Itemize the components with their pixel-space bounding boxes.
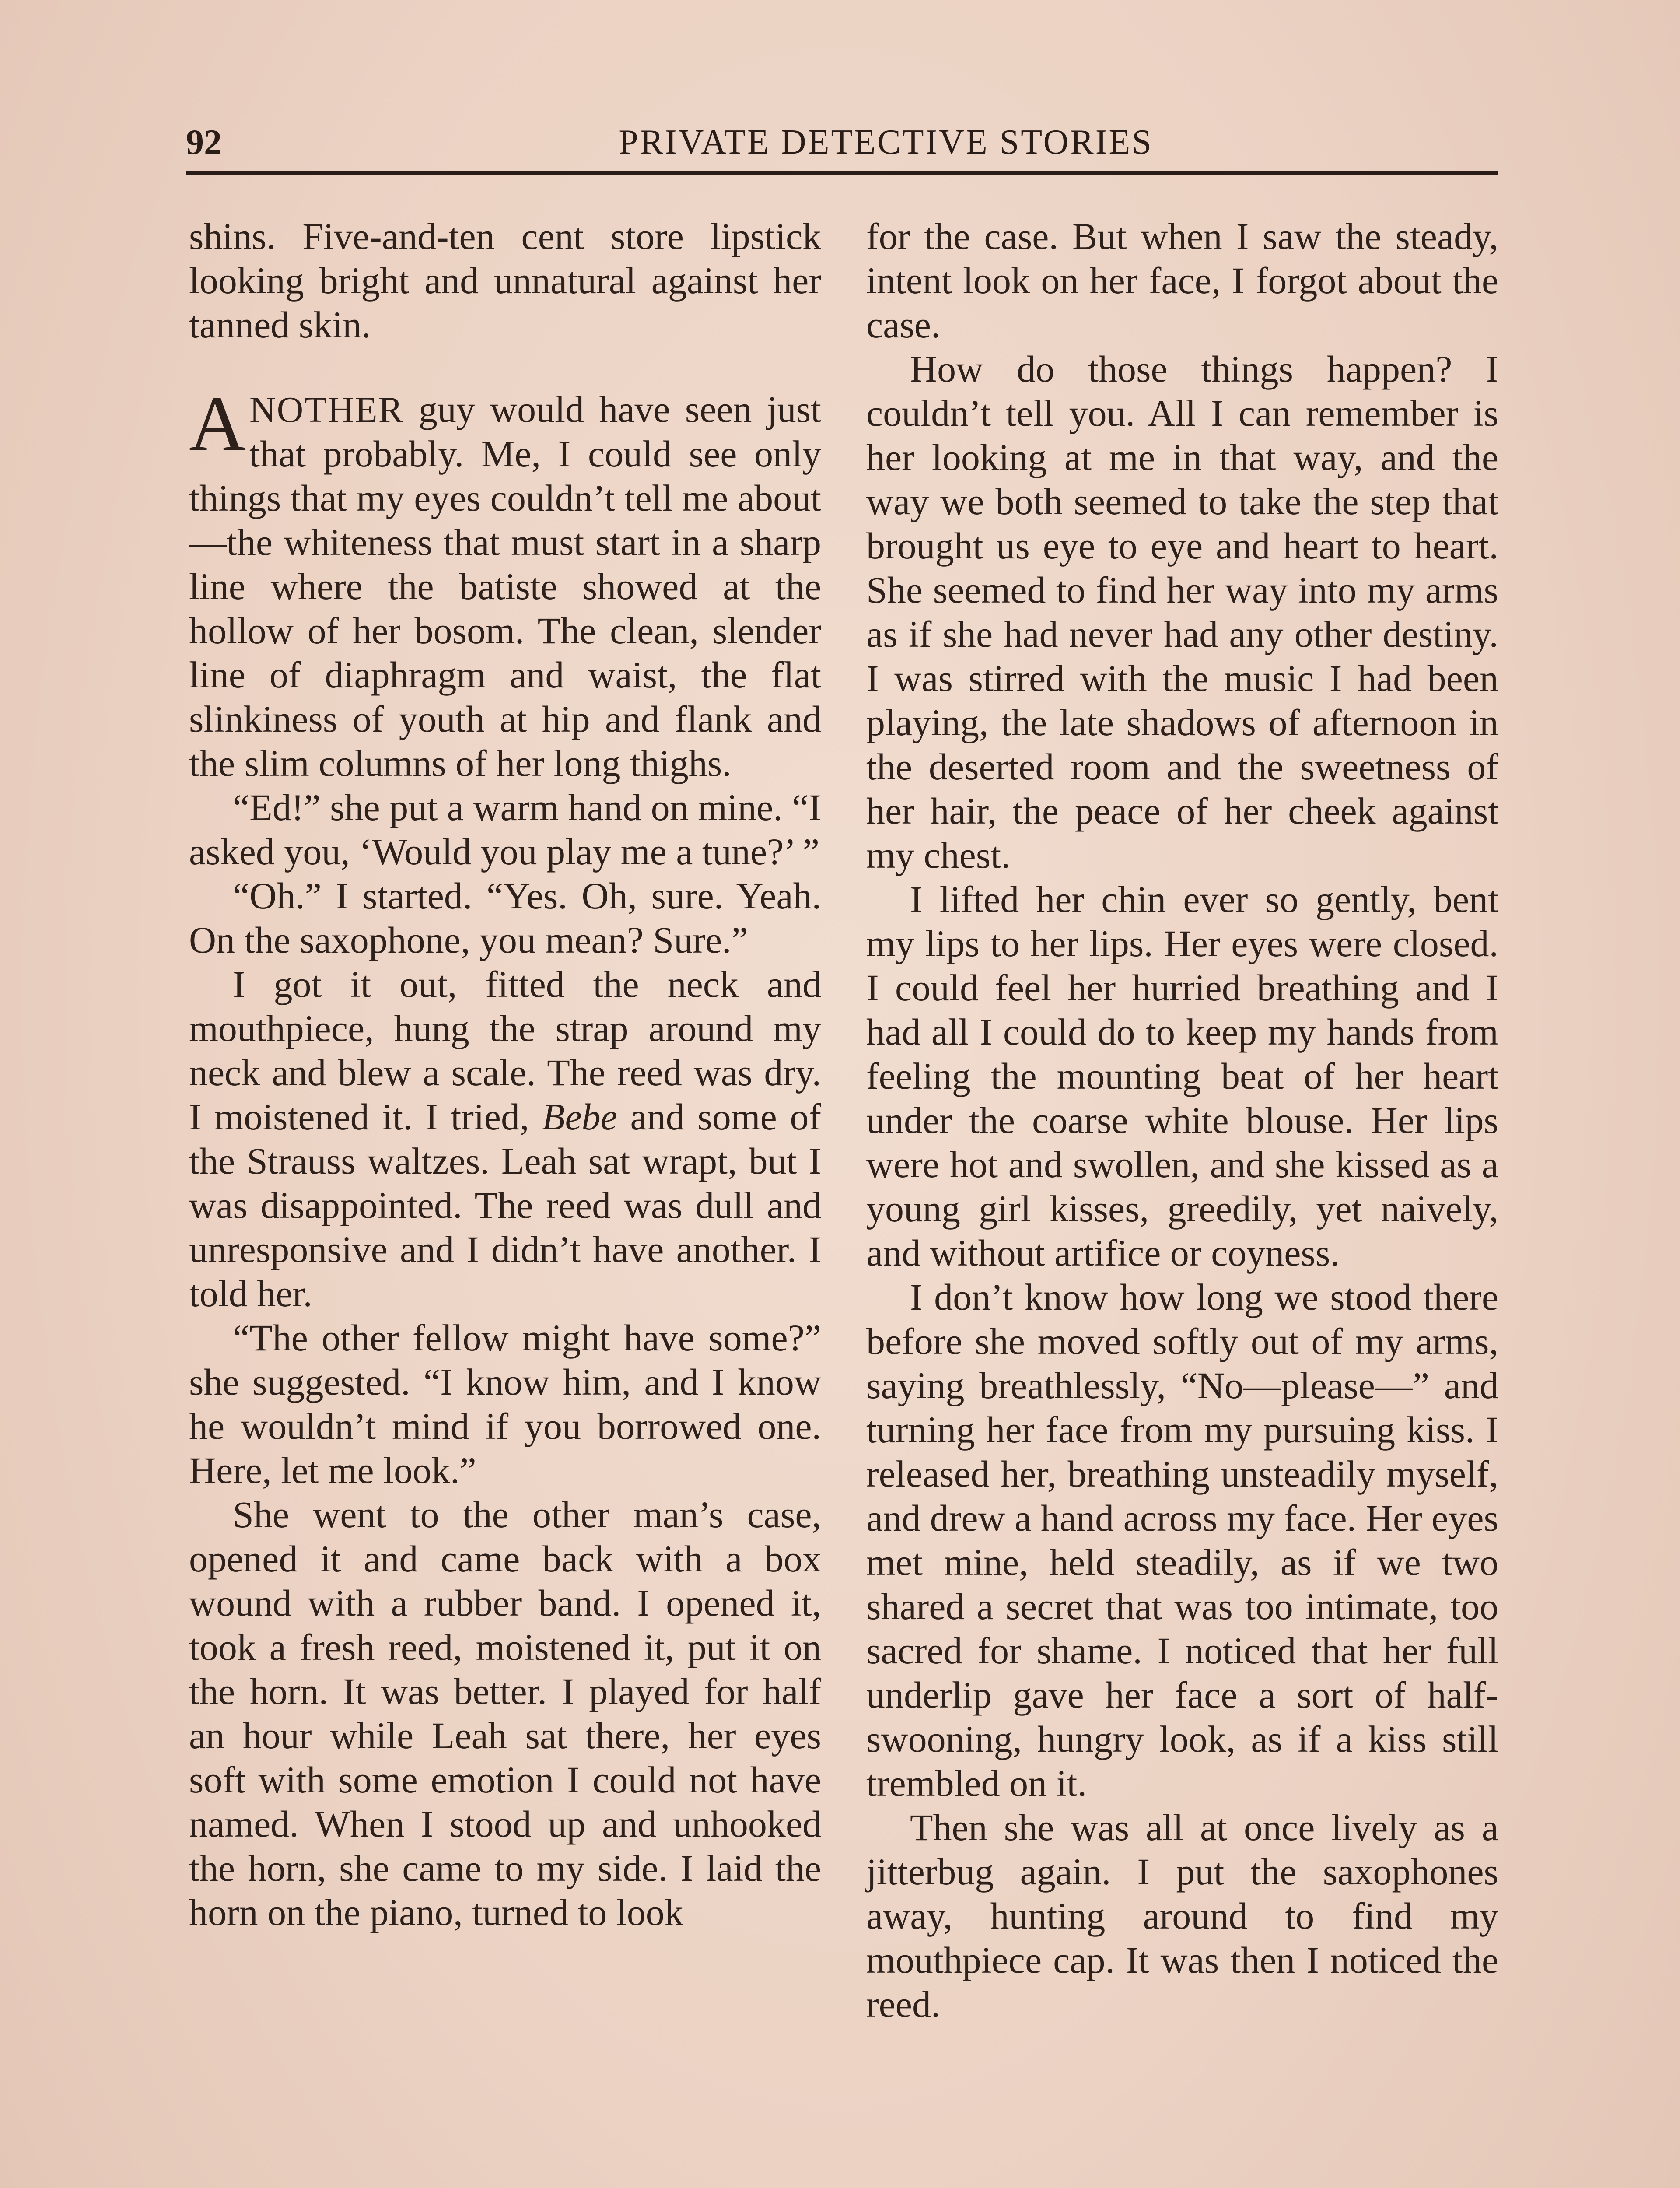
- paragraph: She went to the other man’s case, opened it and came back with a box wound with a rubber band. I opened it, took a fresh reed, moistened it, put it on the horn. It was better. I played for half an hour while Leah sat there, her eyes soft with some emotion I could not have named. When I stood up and unhooked the horn, she came to my side. I laid the horn on the piano, turned to look: [189, 1494, 821, 1933]
- paragraph: shins. Five-and-ten cent store lipstick looking bright and unnatural against her tanned skin.: [189, 215, 821, 346]
- left-column: [189, 214, 821, 1935]
- small-caps-lead: NOTHER: [249, 389, 404, 430]
- running-title: PRIVATE DETECTIVE STORIES: [619, 123, 1153, 161]
- paragraph: Then she was all at once lively as a jitterbug again. I put the saxophones away, hunting around to find my mouthpiece cap. It was then I noticed the reed.: [866, 1806, 1498, 2025]
- right-column: [866, 214, 1498, 2027]
- paragraph: I lifted her chin ever so gently, bent my lips to her lips. Her eyes were closed. I could feel her hurried breathing and I had all I could do to keep my hands from feeling the mounting beat of her heart under the coarse white blouse. Her lips were hot and swollen, and she kissed as a young girl kisses, greedily, yet naively, and without artifice or coyness.: [866, 878, 1498, 1274]
- paragraph-dropcap: [189, 380, 821, 785]
- paragraph: How do those things happen? I couldn’t tell you. All I can remember is her looking at me in that way, and the way we both seemed to take the step that brought us eye to eye and heart to heart. She seemed to find her way into my arms as if she had never had any other destiny. I was stirred with the music I had been playing, the late shadows of afternoon in the deserted room and the sweetness of her hair, the peace of her cheek against my chest.: [866, 348, 1498, 876]
- paragraph-text: guy would have seen just that probably. Me, I could see only things that my eyes couldn’t tell me about—the whiteness that must start in a sharp line where the batiste showed at the hollow of her bosom. The clean, slender line of diaphragm and waist, the flat slinkiness of youth at hip and flank and the slim columns of her long thighs.: [189, 388, 821, 784]
- paragraph: “Oh.” I started. “Yes. Oh, sure. Yeah. On the saxophone, you mean? Sure.”: [189, 875, 821, 961]
- paragraph: I don’t know how long we stood there before she moved softly out of my arms, saying breathlessly, “No—please—” and turning her face from my pursuing kiss. I released her, breathing unsteadily myself, and drew a hand across my face. Her eyes met mine, held steadily, as if we two shared a secret that was too intimate, too sacred for shame. I noticed that her full underlip gave her face a sort of half-swooning, hungry look, as if a kiss still trembled on it.: [866, 1276, 1498, 1804]
- page-header: [186, 120, 1498, 177]
- paragraph-text: and some of the Strauss waltzes. Leah sat wrapt, but I was disappointed. The reed was dull and unresponsive and I didn’t have another. I told her.: [189, 1096, 821, 1315]
- paragraph: for the case. But when I saw the steady, intent look on her face, I forgot about the case.: [866, 215, 1498, 346]
- page-number: 92: [186, 122, 222, 162]
- paragraph: “The other fellow might have some?” she suggested. “I know him, and I know he wouldn’t mind if you borrowed one. Here, let me look.”: [189, 1317, 821, 1491]
- song-title: Bebe: [542, 1096, 617, 1138]
- paragraph: “Ed!” she put a warm hand on mine. “I asked you, ‘Would you play me a tune?’ ”: [189, 786, 821, 873]
- drop-cap: A: [189, 380, 246, 467]
- paragraph: [189, 962, 821, 1316]
- header-rule: [186, 171, 1498, 175]
- paragraph-text: I got it out, fitted the neck and mouthpiece, hung the strap around my neck and blew a scale. The reed was dry. I moistened it. I tried,: [189, 963, 821, 1138]
